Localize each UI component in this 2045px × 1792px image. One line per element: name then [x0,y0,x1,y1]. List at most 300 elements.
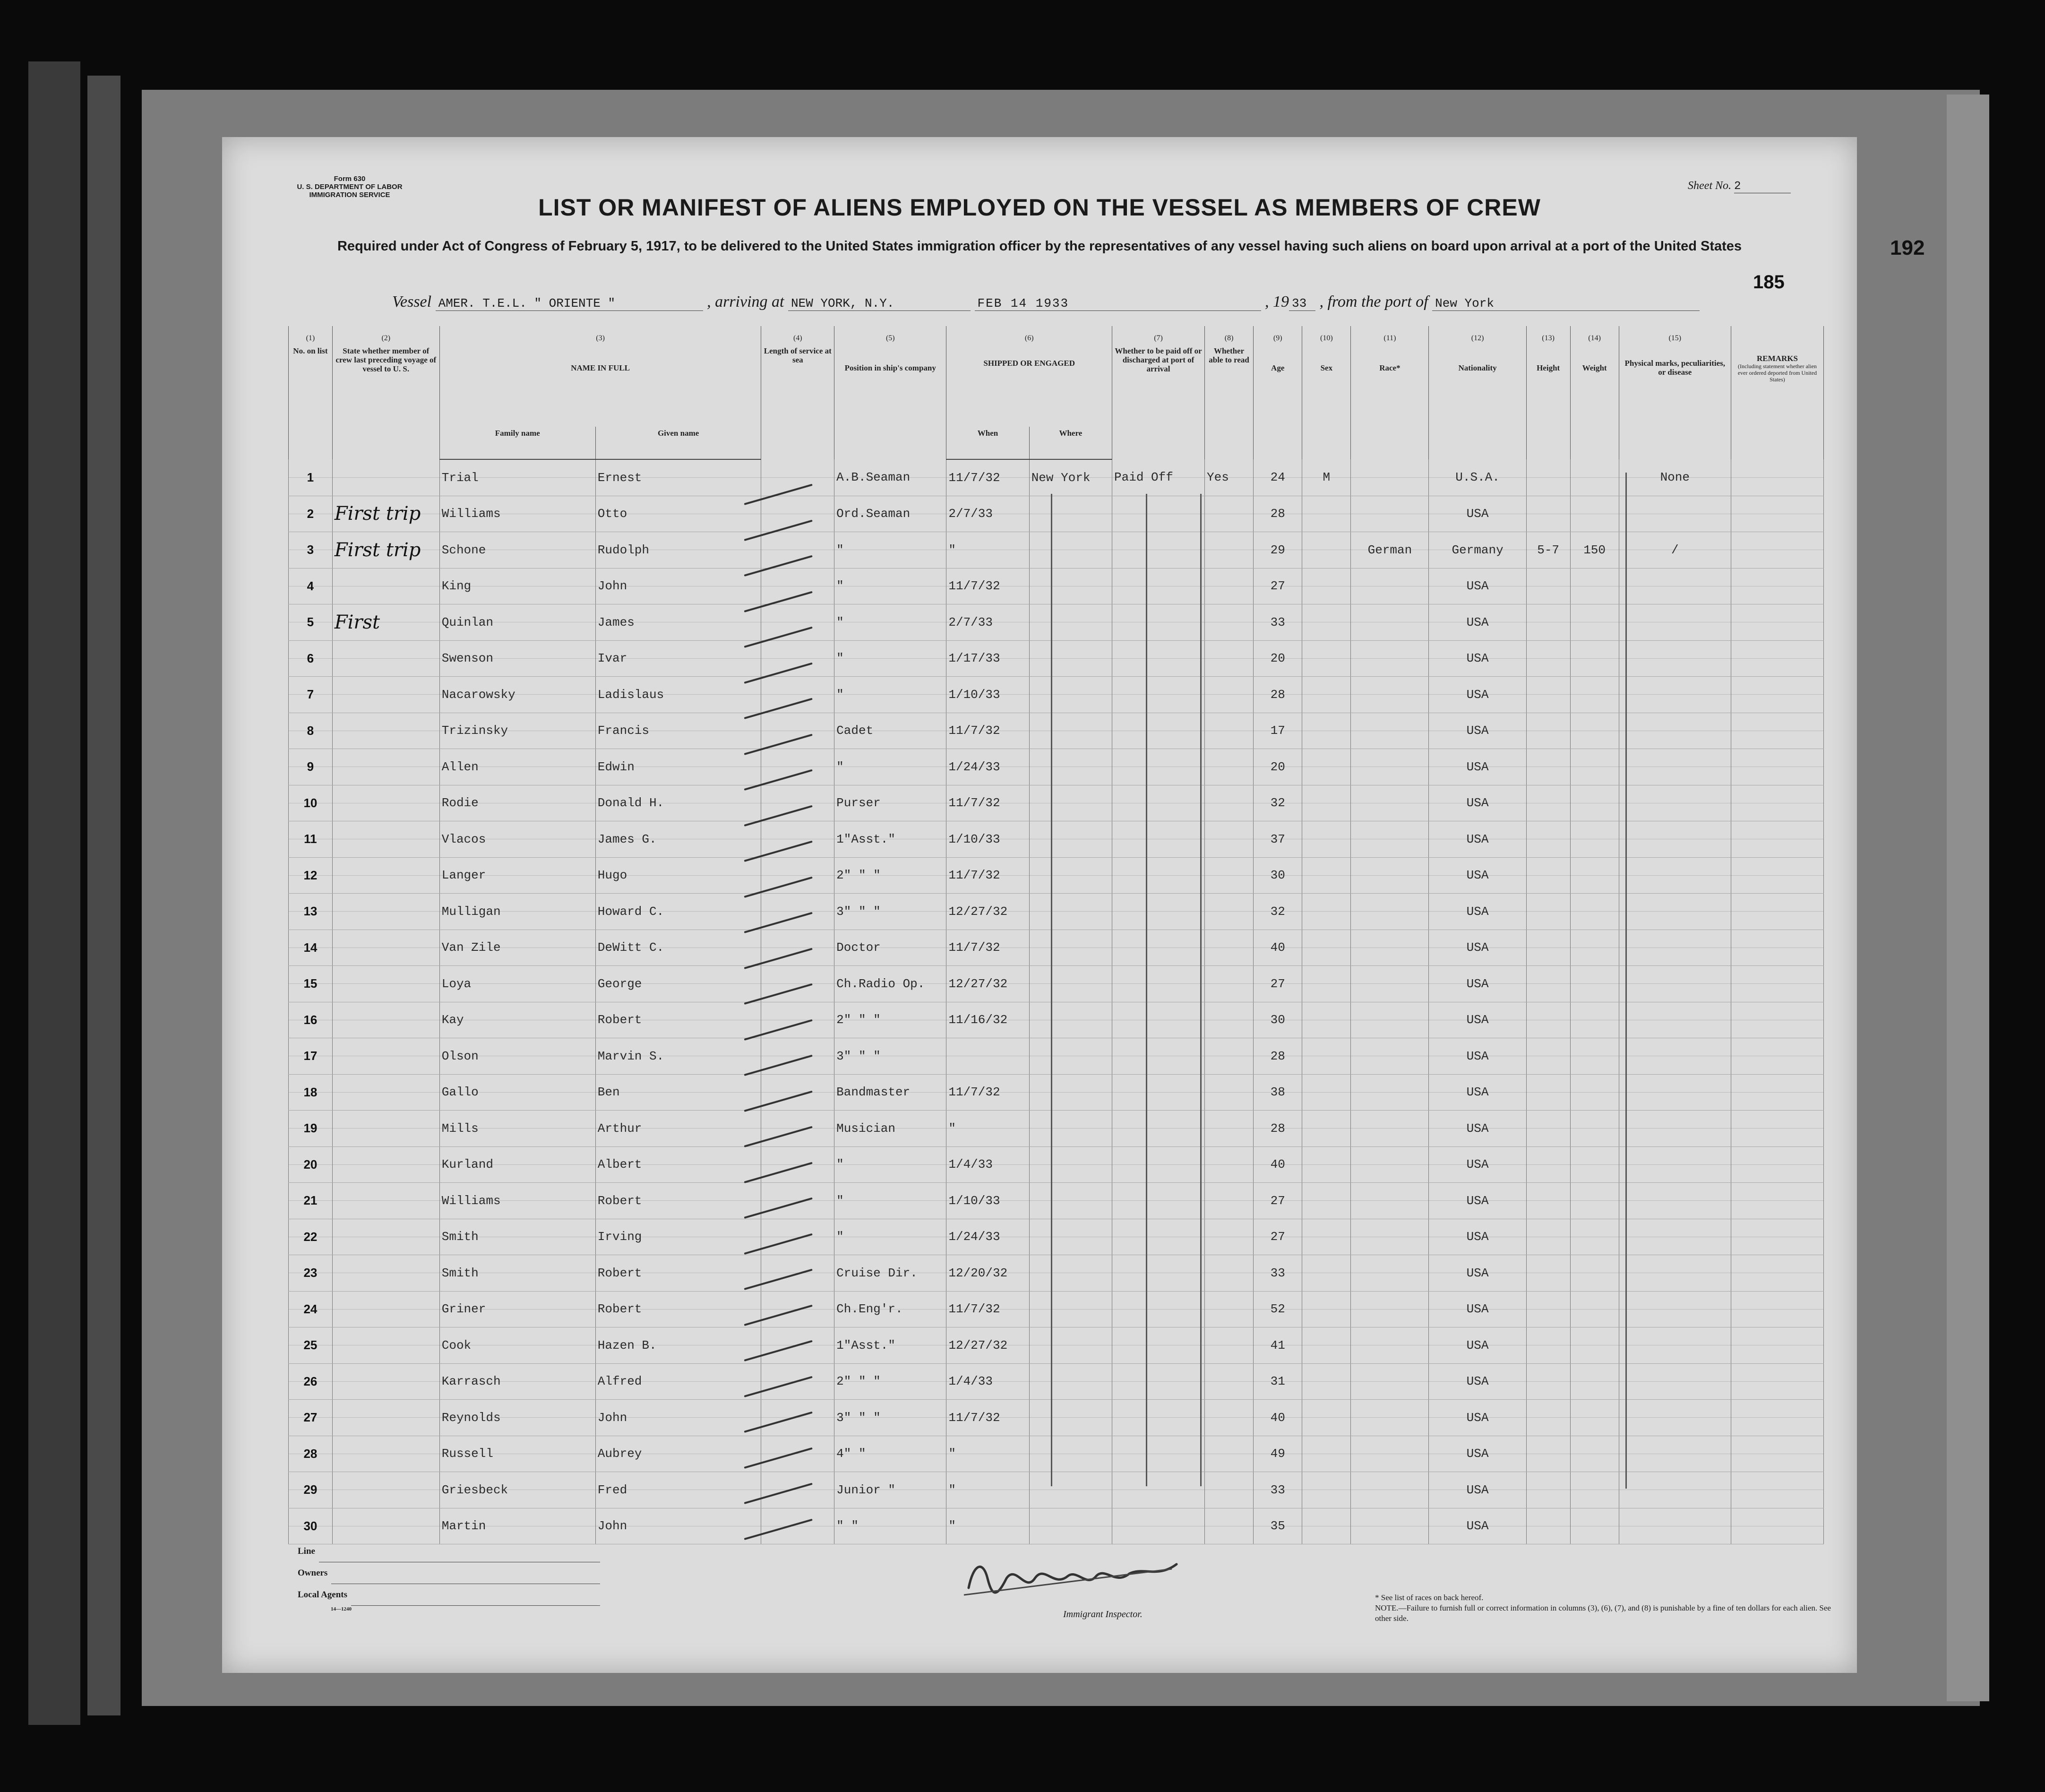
position-cell: " [834,532,946,569]
paid-off-cell [1112,894,1205,930]
shipped-when-cell: 1/10/33 [946,1183,1029,1219]
able-to-read-cell [1205,1327,1254,1364]
position-cell: " [834,1146,946,1183]
footer-fields [298,1541,600,1612]
sex-cell [1302,640,1351,677]
position-cell: 2" " " [834,857,946,894]
remarks-cell [1731,1111,1823,1147]
position-cell: Junior " [834,1472,946,1508]
shipped-where-cell [1029,568,1112,604]
family-name-cell: Kay [439,1002,595,1038]
remarks-cell [1731,1436,1823,1472]
shipped-where-cell [1029,966,1112,1002]
nationality-cell: USA [1429,785,1526,821]
nationality-cell: USA [1429,640,1526,677]
nationality-cell: USA [1429,749,1526,785]
age-cell: 37 [1254,821,1302,858]
given-name-cell: Arthur [595,1111,761,1147]
paid-off-cell [1112,930,1205,966]
height-cell [1526,459,1570,496]
sex-cell [1302,604,1351,641]
sex-cell [1302,677,1351,713]
able-to-read-cell: Yes [1205,459,1254,496]
date-stamp: FEB 14 1933 [975,296,1261,311]
crew-state-note-cell [332,966,439,1002]
physical-marks-cell [1619,785,1731,821]
crew-state-note-cell [332,1002,439,1038]
table-row [289,1183,1824,1219]
paid-off-cell [1112,749,1205,785]
race-cell [1351,568,1429,604]
age-cell: 33 [1254,1472,1302,1508]
weight-cell [1570,1002,1619,1038]
col-num: (10) [1302,326,1351,345]
position-cell: 3" " " [834,1038,946,1075]
given-name-cell: Howard C. [595,894,761,930]
year-label: , 19 [1265,293,1289,310]
table-row [289,966,1824,1002]
row-number-cell: 8 [289,713,333,749]
height-cell [1526,568,1570,604]
race-cell [1351,1183,1429,1219]
age-cell: 40 [1254,930,1302,966]
given-name-cell: Ernest [595,459,761,496]
given-name-cell: John [595,568,761,604]
weight-cell [1570,1363,1619,1400]
sex-cell [1302,1002,1351,1038]
table-row [289,1074,1824,1111]
table-row [289,894,1824,930]
nationality-cell: USA [1429,496,1526,532]
height-cell [1526,857,1570,894]
physical-marks-cell [1619,1074,1731,1111]
age-cell: 17 [1254,713,1302,749]
height-cell [1526,640,1570,677]
height-cell [1526,1291,1570,1327]
form-code: 14—1240 [331,1606,352,1612]
remarks-cell [1731,821,1823,858]
nationality-cell: USA [1429,568,1526,604]
from-port-label: , from the port of [1319,293,1428,310]
header-where: Where [1029,427,1112,459]
col-num: (4) [761,326,834,345]
race-cell [1351,930,1429,966]
weight-cell [1570,568,1619,604]
position-cell: " [834,1219,946,1255]
sex-cell [1302,1508,1351,1544]
age-cell: 33 [1254,1255,1302,1292]
crew-state-note-cell [332,1327,439,1364]
table-row [289,1146,1824,1183]
physical-marks-cell [1619,640,1731,677]
given-name-cell: Albert [595,1146,761,1183]
shipped-when-cell: 1/24/33 [946,1219,1029,1255]
able-to-read-cell [1205,930,1254,966]
physical-marks-cell [1619,1219,1731,1255]
row-number-cell: 26 [289,1363,333,1400]
remarks-cell [1731,894,1823,930]
weight-cell [1570,1183,1619,1219]
shipped-when-cell: 1/17/33 [946,640,1029,677]
length-of-service-cell [761,1472,834,1508]
nationality-cell: U.S.A. [1429,459,1526,496]
sex-cell [1302,568,1351,604]
position-cell: Doctor [834,930,946,966]
age-cell: 40 [1254,1146,1302,1183]
position-cell: 2" " " [834,1002,946,1038]
shipped-where-cell [1029,1111,1112,1147]
row-number-cell: 16 [289,1002,333,1038]
table-row [289,640,1824,677]
table-row [289,1472,1824,1508]
crew-state-note-cell [332,1472,439,1508]
paid-off-cell [1112,785,1205,821]
nationality-cell: USA [1429,1508,1526,1544]
page-subtitle: Required under Act of Congress of February 5, 1917, to be delivered to the United States immigration officer by the representatives of any vessel having such aliens on board upon arrival at a port of the United States [337,239,1742,254]
paid-off-cell [1112,568,1205,604]
sex-cell [1302,1146,1351,1183]
family-name-cell: Schone [439,532,595,569]
age-cell: 38 [1254,1074,1302,1111]
shipped-where-cell [1029,1074,1112,1111]
position-cell: " [834,677,946,713]
shipped-when-cell: 1/4/33 [946,1146,1029,1183]
header-remarks [1731,345,1823,459]
height-cell [1526,1255,1570,1292]
shipped-when-cell: 11/7/32 [946,785,1029,821]
row-number-cell: 24 [289,1291,333,1327]
length-of-service-cell [761,1074,834,1111]
able-to-read-cell [1205,1436,1254,1472]
crew-state-note-cell [332,677,439,713]
shipped-when-cell: " [946,1472,1029,1508]
age-cell: 35 [1254,1508,1302,1544]
owners-label: Owners [298,1568,328,1578]
board-right-edge [1947,95,1989,1701]
crew-state-note-cell [332,1363,439,1400]
sex-cell [1302,1183,1351,1219]
paid-off-cell [1112,1183,1205,1219]
nationality-cell: USA [1429,713,1526,749]
owners-field [331,1569,600,1584]
paid-off-cell [1112,1074,1205,1111]
row-number-cell: 21 [289,1183,333,1219]
given-name-cell: Francis [595,713,761,749]
table-row [289,604,1824,641]
race-cell: German [1351,532,1429,569]
age-cell: 31 [1254,1363,1302,1400]
sex-cell [1302,966,1351,1002]
year-value: 33 [1289,296,1315,311]
family-name-cell: Nacarowsky [439,677,595,713]
position-cell: 4" " [834,1436,946,1472]
paid-off-cell [1112,1508,1205,1544]
crew-state-note-cell [332,785,439,821]
shipped-where-cell [1029,604,1112,641]
column-label-row [289,345,1824,427]
position-cell: Musician [834,1111,946,1147]
paid-off-cell [1112,1255,1205,1292]
height-cell [1526,749,1570,785]
table-row [289,785,1824,821]
crew-state-note-cell [332,1508,439,1544]
able-to-read-cell [1205,677,1254,713]
shipped-where-cell [1029,1363,1112,1400]
header-height: Height [1526,345,1570,459]
age-cell: 32 [1254,785,1302,821]
row-number-cell: 12 [289,857,333,894]
crew-state-note-cell [332,713,439,749]
row-number-cell: 29 [289,1472,333,1508]
shipped-when-cell [946,1038,1029,1075]
table-row [289,1002,1824,1038]
given-name-cell: Otto [595,496,761,532]
crew-state-note-cell [332,1219,439,1255]
header-given-name: Given name [595,427,761,459]
family-name-cell: Gallo [439,1074,595,1111]
row-number-cell: 2 [289,496,333,532]
height-cell [1526,496,1570,532]
nationality-cell: USA [1429,1363,1526,1400]
remarks-cell [1731,1508,1823,1544]
family-name-cell: Vlacos [439,821,595,858]
row-number-cell: 20 [289,1146,333,1183]
weight-cell [1570,930,1619,966]
family-name-cell: Russell [439,1436,595,1472]
height-cell: 5-7 [1526,532,1570,569]
family-name-cell: Olson [439,1038,595,1075]
header-state-whether: State whether member of crew last preceding voyage of vessel to U. S. [332,345,439,459]
length-of-service-cell [761,785,834,821]
shipped-when-cell: 1/24/33 [946,749,1029,785]
race-cell [1351,1038,1429,1075]
race-cell [1351,1400,1429,1436]
shipped-when-cell: 11/7/32 [946,459,1029,496]
col-num: (5) [834,326,946,345]
nationality-cell: USA [1429,1002,1526,1038]
ditto-line-paid-off [1146,494,1147,1486]
sheet-number [1688,180,1791,193]
race-cell [1351,1255,1429,1292]
length-of-service-cell [761,1146,834,1183]
height-cell [1526,1111,1570,1147]
race-cell [1351,857,1429,894]
shipped-when-cell: 11/7/32 [946,1291,1029,1327]
given-name-cell: Irving [595,1219,761,1255]
from-port-value: New York [1432,296,1700,311]
able-to-read-cell [1205,821,1254,858]
remarks-cell [1731,930,1823,966]
position-cell: Cadet [834,713,946,749]
film-edge-strip [28,61,80,1725]
height-cell [1526,1400,1570,1436]
remarks-cell [1731,1219,1823,1255]
race-cell [1351,640,1429,677]
position-cell: " [834,640,946,677]
length-of-service-cell [761,677,834,713]
physical-marks-cell [1619,1363,1731,1400]
table-row [289,1327,1824,1364]
shipped-where-cell [1029,713,1112,749]
race-cell [1351,604,1429,641]
race-cell [1351,1508,1429,1544]
row-number-cell: 14 [289,930,333,966]
table-row [289,1363,1824,1400]
header-position: Position in ship's company [834,345,946,459]
remarks-cell [1731,1472,1823,1508]
length-of-service-cell [761,1508,834,1544]
family-name-cell: Reynolds [439,1400,595,1436]
table-row [289,1436,1824,1472]
row-number-cell: 3 [289,532,333,569]
height-cell [1526,785,1570,821]
weight-cell [1570,459,1619,496]
shipped-when-cell: 1/10/33 [946,821,1029,858]
table-row [289,1038,1824,1075]
table-row [289,532,1824,569]
able-to-read-cell [1205,532,1254,569]
family-name-cell: Cook [439,1327,595,1364]
nationality-cell: USA [1429,930,1526,966]
shipped-when-cell: 11/7/32 [946,1400,1029,1436]
length-of-service-cell [761,1183,834,1219]
shipped-where-cell [1029,1219,1112,1255]
nationality-cell: USA [1429,1074,1526,1111]
sex-cell [1302,894,1351,930]
sex-cell [1302,1363,1351,1400]
shipped-where-cell [1029,1291,1112,1327]
crew-state-note-cell [332,1074,439,1111]
nationality-cell: USA [1429,1111,1526,1147]
crew-state-note-cell [332,1436,439,1472]
physical-marks-cell [1619,1400,1731,1436]
shipped-when-cell: 12/27/32 [946,1327,1029,1364]
nationality-cell: USA [1429,1436,1526,1472]
family-name-cell: Williams [439,496,595,532]
family-name-cell: Langer [439,857,595,894]
nationality-cell: USA [1429,966,1526,1002]
given-name-cell: John [595,1508,761,1544]
table-row [289,1291,1824,1327]
sex-cell [1302,1472,1351,1508]
family-name-cell: Trial [439,459,595,496]
vessel-value: AMER. T.E.L. " ORIENTE " [436,296,703,311]
crew-state-note-cell [332,1255,439,1292]
race-cell [1351,713,1429,749]
crew-state-note-cell [332,1146,439,1183]
table-row [289,749,1824,785]
physical-marks-cell [1619,894,1731,930]
weight-cell [1570,821,1619,858]
ditto-line-where [1051,494,1052,1486]
remarks-cell [1731,1074,1823,1111]
able-to-read-cell [1205,894,1254,930]
shipped-where-cell [1029,1146,1112,1183]
shipped-when-cell: 2/7/33 [946,604,1029,641]
col-num: (3) [439,326,761,345]
row-number-cell: 25 [289,1327,333,1364]
remarks-cell [1731,1400,1823,1436]
ditto-line-read [1200,494,1202,1486]
age-cell: 29 [1254,532,1302,569]
crew-state-note-cell [332,640,439,677]
shipped-when-cell: " [946,1436,1029,1472]
able-to-read-cell [1205,1002,1254,1038]
family-name-cell: Mills [439,1111,595,1147]
race-cell [1351,1363,1429,1400]
weight-cell [1570,966,1619,1002]
header-age: Age [1254,345,1302,459]
crew-state-note-cell [332,459,439,496]
physical-marks-cell [1619,496,1731,532]
table-row [289,1508,1824,1544]
given-name-cell: Marvin S. [595,1038,761,1075]
table-row [289,1111,1824,1147]
length-of-service-cell [761,1111,834,1147]
position-cell: " [834,604,946,641]
shipped-when-cell: " [946,1111,1029,1147]
col-num: (12) [1429,326,1526,345]
shipped-where-cell [1029,496,1112,532]
paid-off-cell [1112,677,1205,713]
age-cell: 27 [1254,1219,1302,1255]
paid-off-cell [1112,1291,1205,1327]
given-name-cell: James [595,604,761,641]
paid-off-cell [1112,713,1205,749]
sex-cell [1302,1436,1351,1472]
height-cell [1526,1436,1570,1472]
binder-strip [87,76,120,1715]
shipped-where-cell [1029,1038,1112,1075]
nationality-cell: USA [1429,1291,1526,1327]
manifest-sheet [222,137,1857,1673]
shipped-where-cell [1029,677,1112,713]
given-name-cell: Ben [595,1074,761,1111]
position-cell: " " [834,1508,946,1544]
crew-state-note-cell: First trip [332,496,439,532]
row-number-cell: 4 [289,568,333,604]
sex-cell [1302,532,1351,569]
weight-cell [1570,1038,1619,1075]
sex-cell [1302,821,1351,858]
shipped-where-cell [1029,857,1112,894]
able-to-read-cell [1205,1255,1254,1292]
age-cell: 30 [1254,1002,1302,1038]
row-number-cell: 28 [289,1436,333,1472]
weight-cell [1570,1219,1619,1255]
header-physical-marks: Physical marks, peculiarities, or disease [1619,345,1731,459]
able-to-read-cell [1205,966,1254,1002]
col-num [1731,326,1823,345]
nationality-cell: USA [1429,1146,1526,1183]
height-cell [1526,713,1570,749]
family-name-cell: Rodie [439,785,595,821]
physical-marks-cell [1619,1255,1731,1292]
remarks-cell [1731,1363,1823,1400]
physical-marks-cell [1619,857,1731,894]
race-cell [1351,1436,1429,1472]
vessel-line [392,293,1810,311]
nationality-cell: USA [1429,1038,1526,1075]
age-cell: 28 [1254,677,1302,713]
race-cell [1351,894,1429,930]
physical-marks-cell [1619,1327,1731,1364]
shipped-when-cell: " [946,532,1029,569]
given-name-cell: Edwin [595,749,761,785]
remarks-cell [1731,785,1823,821]
height-cell [1526,1002,1570,1038]
nationality-cell: USA [1429,1183,1526,1219]
